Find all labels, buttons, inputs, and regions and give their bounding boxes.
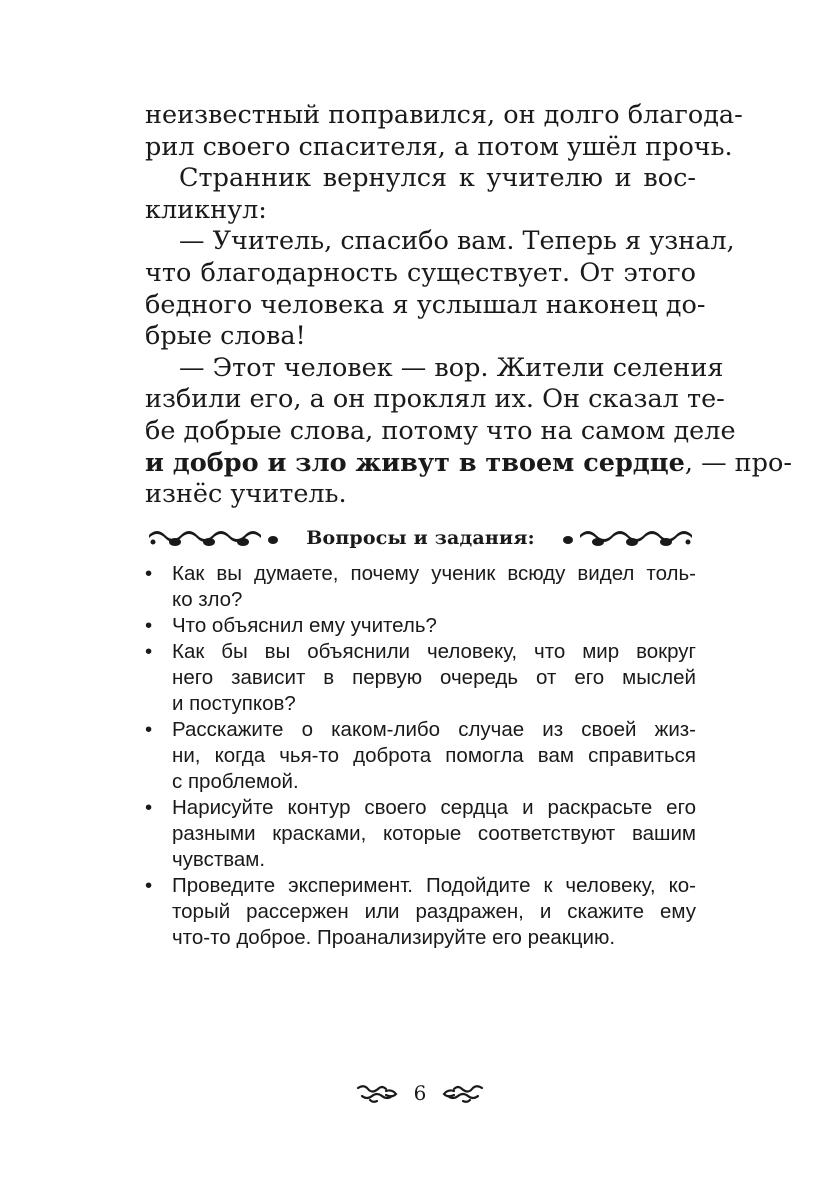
- text-line: избили его, а он проклял их. Он сказал те-: [145, 384, 725, 415]
- item-line: ни, когда чья-то доброта помогла вам справиться: [172, 744, 696, 767]
- list-item: [145, 717, 696, 795]
- text-line: рил своего спасителя, а потом ушёл прочь.: [145, 131, 733, 162]
- section-title: Вопросы и задания:: [306, 527, 535, 549]
- list-item: [145, 639, 696, 717]
- list-item: [145, 613, 696, 639]
- text-line: — Этот человек — вор. Жители селения: [179, 352, 724, 383]
- item-line: него зависит в первую очередь от его мыслей: [172, 666, 696, 689]
- item-line: • Расскажите о каком-либо случае из своей жиз-: [172, 718, 696, 741]
- text-line: брые слова!: [145, 321, 306, 352]
- section-heading: [145, 520, 696, 556]
- item-line: разными красками, которые соответствуют вашим: [172, 822, 696, 845]
- item-line: торый рассержен или раздражен, и скажите ему: [172, 900, 696, 923]
- text-line: что благодарность существует. От этого: [145, 257, 696, 288]
- list-item: [145, 561, 696, 613]
- text-line: бе добрые слова, потому что на самом деле: [145, 415, 736, 446]
- story-text: [145, 100, 792, 511]
- ornament-left-icon: [145, 523, 285, 553]
- emphasis-phrase: и добро и зло живут в твоем сердце: [145, 447, 685, 478]
- item-line: • Нарисуйте контур своего сердца и раскрасьте его: [172, 796, 696, 819]
- page-number: 6: [413, 1081, 427, 1105]
- text-line: бедного человека я услышал наконец до-: [145, 289, 706, 320]
- text-fragment: — про-: [701, 447, 792, 478]
- item-line: чувствам.: [172, 848, 266, 871]
- item-line: ко зло?: [172, 588, 243, 611]
- text-line: — Учитель, спасибо вам. Теперь я узнал,: [179, 226, 735, 257]
- item-line: что-то доброе. Проанализируйте его реакцию.: [172, 926, 616, 949]
- comma: ,: [684, 447, 693, 478]
- text-line: Странник вернулся к учителю и вос-: [179, 163, 696, 194]
- fleuron-left-icon: [356, 1082, 400, 1104]
- item-line: с проблемой.: [172, 770, 299, 793]
- item-line: • Как вы думаете, почему ученик всюду видел толь-: [172, 562, 696, 585]
- ornament-right-icon: [556, 523, 696, 553]
- fleuron-right-icon: [440, 1082, 484, 1104]
- list-item: [145, 873, 696, 951]
- item-line: и поступков?: [172, 692, 296, 715]
- list-item: [145, 795, 696, 873]
- text-line: изнёс учитель.: [145, 479, 347, 510]
- page-footer: [340, 1078, 500, 1108]
- text-line: кликнул:: [145, 194, 267, 225]
- item-line: • Что объяснил ему учитель?: [172, 614, 437, 637]
- item-line: • Проведите эксперимент. Подойдите к человеку, ко-: [172, 874, 696, 897]
- questions-list: [145, 561, 696, 951]
- text-line: [145, 447, 792, 480]
- text-line: неизвестный поправился, он долго благода-: [145, 100, 743, 130]
- item-line: • Как бы вы объяснили человеку, что мир вокруг: [172, 640, 696, 663]
